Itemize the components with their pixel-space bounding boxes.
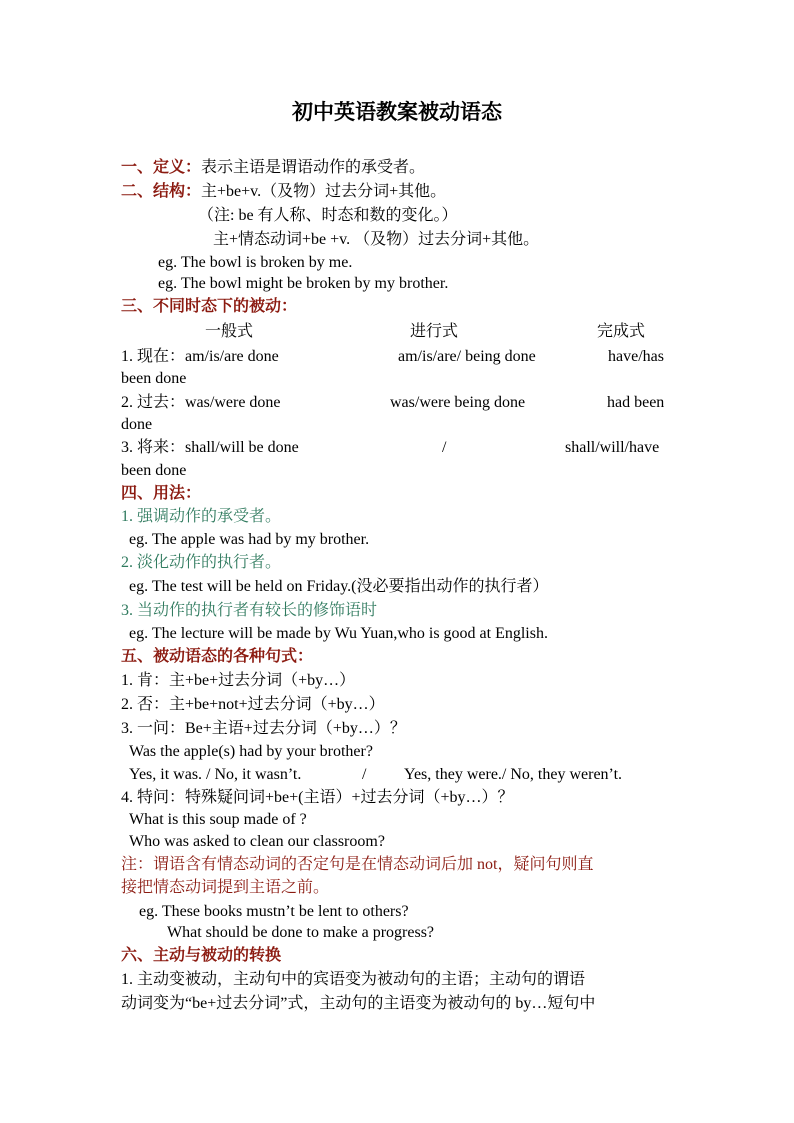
tense-row-c: have/has bbox=[608, 348, 664, 365]
tense-row-b: / bbox=[442, 439, 447, 456]
structure-text: 主+be+v.（及物）过去分词+其他。 bbox=[201, 183, 447, 200]
answer-b: Yes, they were./ No, they weren’t. bbox=[404, 766, 623, 783]
example-line: eg. The test will be held on Friday.(没必要指出动作的执行者） bbox=[129, 578, 549, 595]
tense-header: 一般式 bbox=[205, 323, 254, 340]
definition-heading: 一、定义： bbox=[121, 159, 202, 176]
example-line: Was the apple(s) had by your brother? bbox=[129, 743, 373, 760]
example-line: eg. The lecture will be made by Wu Yuan,who is good at English. bbox=[129, 625, 548, 642]
example-line: What is this soup made of ? bbox=[129, 811, 307, 828]
body-line: 1. 主动变被动，主动句中的宾语变为被动句的主语；主动句的谓语 bbox=[121, 971, 586, 988]
document-title: 初中英语教案被动语态 bbox=[292, 100, 502, 124]
section-heading: 六、主动与被动的转换 bbox=[121, 947, 282, 964]
example-line: eg. These books mustn’t be lent to others? bbox=[139, 903, 409, 920]
definition-text: 表示主语是谓语动作的承受者。 bbox=[201, 159, 426, 176]
tense-row-d: done bbox=[121, 416, 153, 433]
definition-line bbox=[121, 157, 425, 179]
answer-sep: / bbox=[362, 766, 367, 783]
tense-header: 完成式 bbox=[597, 323, 646, 340]
structure-line bbox=[121, 181, 446, 203]
tense-row-b: am/is/are/ being done bbox=[398, 348, 536, 365]
tense-row-a: 1. 现在：am/is/are done bbox=[121, 348, 279, 365]
usage-item: 2. 淡化动作的执行者。 bbox=[121, 554, 282, 571]
example-line: What should be done to make a progress? bbox=[167, 924, 435, 941]
section-heading: 四、用法： bbox=[121, 485, 202, 502]
tense-row-c: shall/will/have bbox=[565, 439, 660, 456]
example-line: eg. The bowl might be broken by my brother. bbox=[158, 275, 449, 292]
note-line: 接把情态动词提到主语之前。 bbox=[121, 879, 330, 896]
body-line: 动词变为“be+过去分词”式，主动句的主语变为被动句的 by…短句中 bbox=[121, 995, 596, 1012]
answer-a: Yes, it was. / No, it wasn’t. bbox=[129, 766, 302, 783]
structure-heading: 二、结构： bbox=[121, 183, 202, 200]
pattern-line: 3. 一问：Be+主语+过去分词（+by…）？ bbox=[121, 720, 406, 737]
tense-row-a: 2. 过去：was/were done bbox=[121, 394, 281, 411]
example-line: Who was asked to clean our classroom? bbox=[129, 833, 385, 850]
usage-item: 1. 强调动作的承受者。 bbox=[121, 508, 282, 525]
example-line: eg. The apple was had by my brother. bbox=[129, 531, 370, 548]
tense-row-c: had been bbox=[607, 394, 665, 411]
tense-row-b: was/were being done bbox=[390, 394, 526, 411]
section-heading: 五、被动语态的各种句式： bbox=[121, 648, 314, 665]
pattern-line: 4. 特问：特殊疑问词+be+(主语）+过去分词（+by…）？ bbox=[121, 789, 514, 806]
pattern-line: 2. 否：主+be+not+过去分词（+by…） bbox=[121, 696, 385, 713]
structure-modal: 主+情态动词+be +v. （及物）过去分词+其他。 bbox=[213, 231, 540, 248]
usage-item: 3. 当动作的执行者有较长的修饰语时 bbox=[121, 602, 378, 619]
tense-row-d: been done bbox=[121, 462, 187, 479]
example-line: eg. The bowl is broken by me. bbox=[158, 254, 353, 271]
tense-header: 进行式 bbox=[410, 323, 459, 340]
pattern-line: 1. 肯：主+be+过去分词（+by…） bbox=[121, 672, 356, 689]
tense-row-d: been done bbox=[121, 370, 187, 387]
tense-row-a: 3. 将来：shall/will be done bbox=[121, 439, 299, 456]
section-heading: 三、不同时态下的被动： bbox=[121, 298, 298, 315]
structure-note: （注: be 有人称、时态和数的变化。） bbox=[198, 207, 458, 224]
note-line: 注：谓语含有情态动词的否定句是在情态动词后加 not，疑问句则直 bbox=[121, 856, 594, 873]
